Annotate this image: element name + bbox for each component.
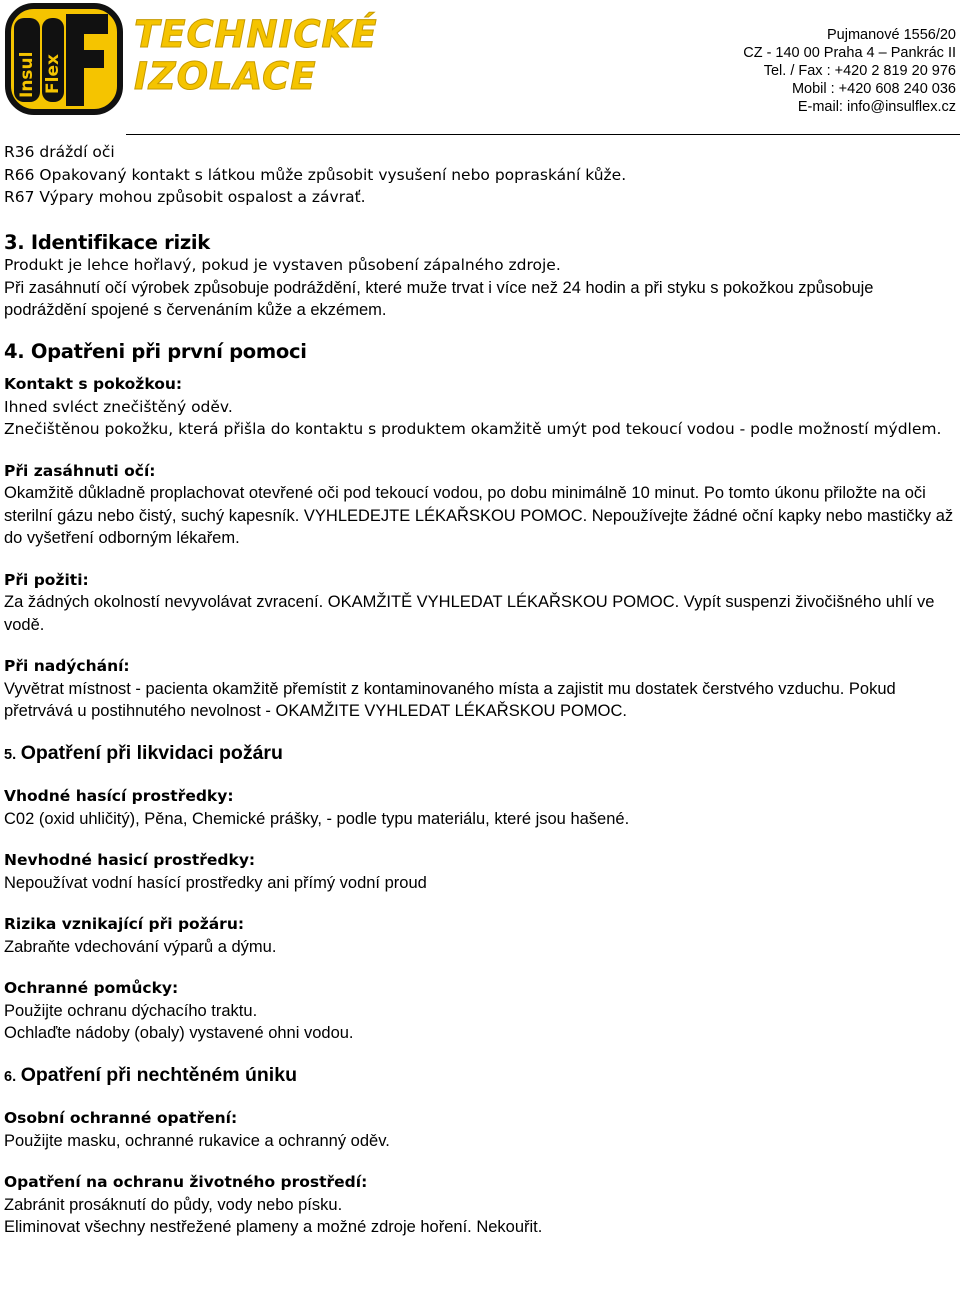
contact-city: CZ - 140 00 Praha 4 – Pankrác II [743,45,956,61]
paragraph: Použijte masku, ochranné rukavice a ochranný oděv. [4,1131,390,1150]
paragraph: Znečištěnou pokožku, která přišla do kontaktu s produktem okamžitě umýt pod tekoucí vodou - podle možností mýdlem. [4,420,942,438]
brand-line-2: IZOLACE [134,55,317,98]
paragraph: Eliminovat všechny nestřežené plameny a možné zdroje hoření. Nekouřit. [4,1218,543,1236]
contact-block [743,26,956,116]
contact-address: Pujmanové 1556/20 [827,27,956,43]
paragraph: C02 (oxid uhličitý), Pěna, Chemické prášky, - podle typu materiálu, které jsou hašené. [4,809,630,828]
section-3-title: 3. Identifikace rizik [4,230,210,254]
section-4-title: 4. Opatřeni při první pomoci [4,339,307,363]
section-3-text: Produkt je lehce hořlavý, pokud je vystaven působení zápalného zdroje. [4,256,561,274]
subheading-personal: Osobní ochranné opatření: [4,1109,238,1127]
paragraph: Za žádných okolností nevyvolávat zvracení. OKAMŽITĚ VYHLEDAT LÉKAŘSKOU POMOC. Vypít suspenzi živočišného uhlí ve vodě. [4,593,935,634]
section-number: 5. [4,746,17,763]
subheading-skin: Kontakt s pokožkou: [4,375,183,393]
section-3-text: Při zasáhnutí očí výrobek způsobuje podráždění, které muže trvat i více než 24 hodin a při styku s pokožkou způsobuje podráždění spojené s červenáním kůže a ekzémem. [4,278,874,319]
logo-text-insul: Insul [17,51,37,98]
subheading-ingestion: Při požiti: [4,570,89,589]
section-heading: Opatření při nechtěném úniku [20,1063,297,1086]
r-phrase: R67 Výpary mohou způsobit ospalost a závrať. [4,188,366,206]
subheading-inhalation: Při nadýchání: [4,657,130,675]
document-body [4,141,956,1239]
subheading-environment: Opatření na ochranu životného prostředí: [4,1173,368,1191]
subheading-protective-gear: Ochranné pomůcky: [4,979,179,997]
paragraph: Ochlaďte nádoby (obaly) vystavené ohni vodou. [4,1024,354,1042]
subheading-eyes: Při zasáhnuti očí: [4,461,156,480]
page-header [0,0,960,136]
paragraph: Zabraňte vdechování výparů a dýmu. [4,937,277,956]
paragraph: Nepoužívat vodní hasící prostředky ani přímý vodní proud [4,873,427,892]
brand-line-1: TECHNICKÉ [134,13,378,56]
paragraph: Vyvětrat místnost - pacienta okamžitě přemístit z kontaminovaného místa a zajistit mu dostatek čerstvého vzduchu. Pokud přetrvává u postihnutého nevolnost - OKAMŽITE VYHLEDAT LÉKAŘSKOU POMOC. [4,679,896,720]
paragraph: Zabránit prosáknutí do půdy, vody nebo písku. [4,1195,343,1214]
subheading-suitable: Vhodné hasící prostředky: [4,787,234,805]
brand-title [134,14,377,98]
subheading-unsuitable: Nevhodné hasicí prostředky: [4,851,256,869]
paragraph: Okamžitě důkladně proplachovat otevřené oči pod tekoucí vodou, po dobu minimálně 10 minut. Po tomto úkonu přiložte na oči sterilní gázu nebo čistý, suchý kapesník. VYHLEDEJTE LÉKAŘSKOU POMOC. Nepoužívejte žádné oční kapky nebo mastičky až do vyšetření odborným lékařem. [4,484,954,547]
r-phrase: R36 dráždí oči [4,143,115,161]
section-heading: Opatření při likvidaci požáru [20,741,283,764]
paragraph: Ihned svléct znečištěný oděv. [4,397,233,416]
header-divider [126,134,960,135]
r-phrase: R66 Opakovaný kontakt s látkou může způsobit vysušení nebo popraskání kůže. [4,165,627,184]
insulflex-logo [4,2,124,116]
section-6-title [4,1064,956,1089]
section-number: 6. [4,1068,17,1085]
paragraph: Použijte ochranu dýchacího traktu. [4,1001,258,1020]
contact-mobile: Mobil : +420 608 240 036 [791,81,956,97]
logo-text-flex: Flex [43,54,63,94]
section-5-title [4,742,956,767]
contact-phone: Tel. / Fax : +420 2 819 20 976 [763,63,956,79]
subheading-fire-risks: Rizika vznikající při požáru: [4,915,245,933]
contact-email[interactable]: E-mail: info@insulflex.cz [797,99,956,115]
